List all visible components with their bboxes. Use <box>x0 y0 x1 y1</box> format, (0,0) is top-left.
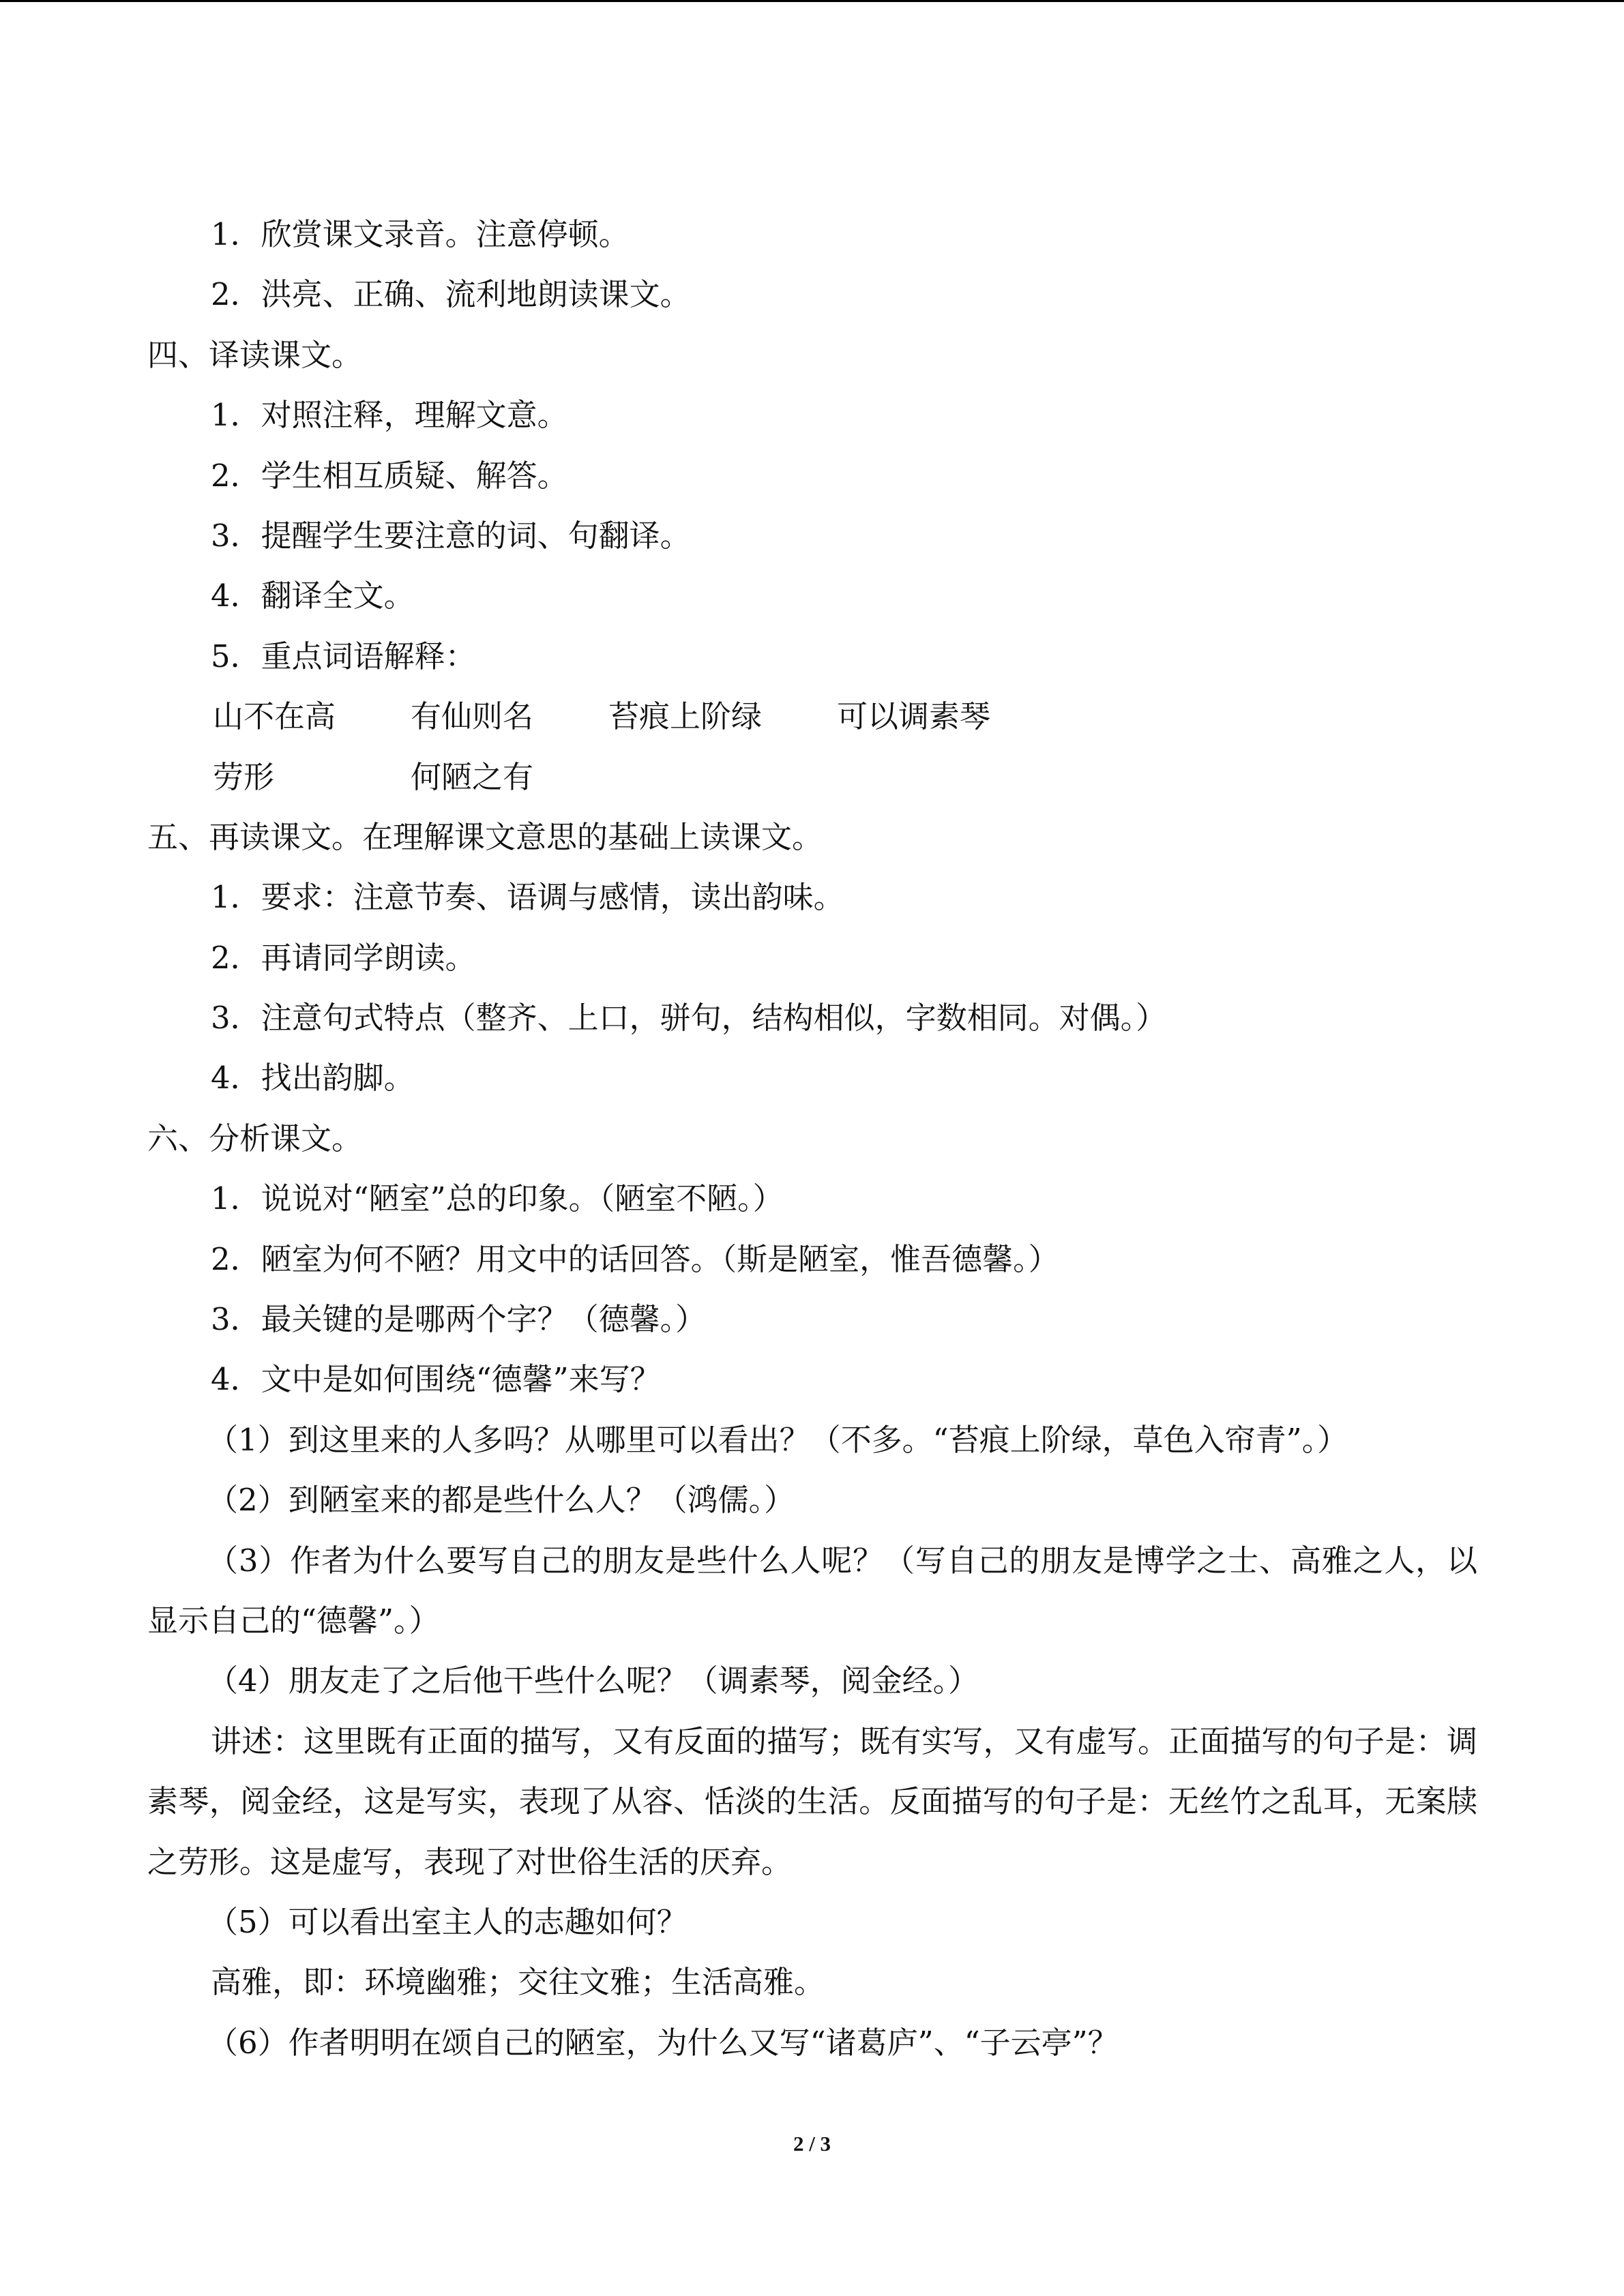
section-5-item-2: 2．再请同学朗读。 <box>211 939 476 976</box>
question-1: （1）到这里来的人多吗？从哪里可以看出？（不多。“苔痕上阶绿，草色入帘青”。） <box>207 1421 1348 1458</box>
section-6-item-4: 4．文中是如何围绕“德馨”来写？ <box>211 1361 661 1398</box>
question-4: （4）朋友走了之后他干些什么呢？（调素琴，阅金经。） <box>207 1663 979 1699</box>
question-3: （3）作者为什么要写自己的朋友是些什么人呢？（写自己的朋友是博学之士、高雅之人，以显示自己的“德馨”。） <box>147 1542 1477 1639</box>
narration-paragraph: 讲述：这里既有正面的描写，又有反面的描写；既有实写，又有虚写。正面描写的句子是：调素琴，阅金经，这是写实，表现了从容、恬淡的生活。反面描写的句子是：无丝竹之乱耳，无案牍之劳形。这是虚写，表现了对世俗生活的厌弃。 <box>147 1723 1477 1880</box>
section-6-item-3: 3．最关键的是哪两个字？（德馨。） <box>211 1301 707 1338</box>
term: 苔痕上阶绿 <box>608 698 763 735</box>
page-number: 2 / 3 <box>793 2132 831 2156</box>
section-heading-4: 四、译读课文。 <box>147 336 363 373</box>
term: 可以调素琴 <box>837 698 991 735</box>
term: 山不在高 <box>213 698 336 735</box>
section-4-item-2: 2．学生相互质疑、解答。 <box>211 457 568 494</box>
term: 劳形 <box>213 758 275 795</box>
section-4-item-1: 1．对照注释，理解文意。 <box>211 397 568 434</box>
term: 有仙则名 <box>411 698 534 735</box>
section-heading-6: 六、分析课文。 <box>147 1120 363 1157</box>
section-4-item-5: 5．重点词语解释： <box>211 638 476 674</box>
section-6-item-1: 1．说说对“陋室”总的印象。（陋室不陋。） <box>211 1180 784 1217</box>
key-terms-row-2 <box>147 747 1477 807</box>
document-body <box>147 205 1477 2073</box>
section-5-item-3: 3．注意句式特点（整齐、上口，骈句，结构相似，字数相同。对偶。） <box>211 1000 1167 1037</box>
section-4-item-4: 4．翻译全文。 <box>211 578 415 614</box>
section-4-item-3: 3．提醒学生要注意的词、句翻译。 <box>211 517 691 554</box>
item-1: 1．欣赏课文录音。注意停顿。 <box>211 216 630 252</box>
term: 何陋之有 <box>411 758 534 795</box>
question-6: （6）作者明明在颂自己的陋室，为什么又写“诸葛庐”、“子云亭”？ <box>207 2024 1119 2061</box>
item-2: 2．洪亮、正确、流利地朗读课文。 <box>211 276 691 313</box>
question-2: （2）到陋室来的都是些什么人？（鸿儒。） <box>207 1482 795 1519</box>
section-6-item-2: 2．陋室为何不陋？用文中的话回答。（斯是陋室，惟吾德馨。） <box>211 1240 1059 1277</box>
key-terms-row-1 <box>147 687 1477 747</box>
question-5-answer: 高雅，即：环境幽雅；交往文雅；生活高雅。 <box>211 1964 825 2001</box>
section-5-item-4: 4．找出韵脚。 <box>211 1060 415 1097</box>
section-5-item-1: 1．要求：注意节奏、语调与感情，读出韵味。 <box>211 879 844 916</box>
section-heading-5: 五、再读课文。在理解课文意思的基础上读课文。 <box>147 818 823 855</box>
question-5: （5）可以看出室主人的志趣如何？ <box>207 1904 688 1941</box>
top-border <box>0 0 1624 2</box>
